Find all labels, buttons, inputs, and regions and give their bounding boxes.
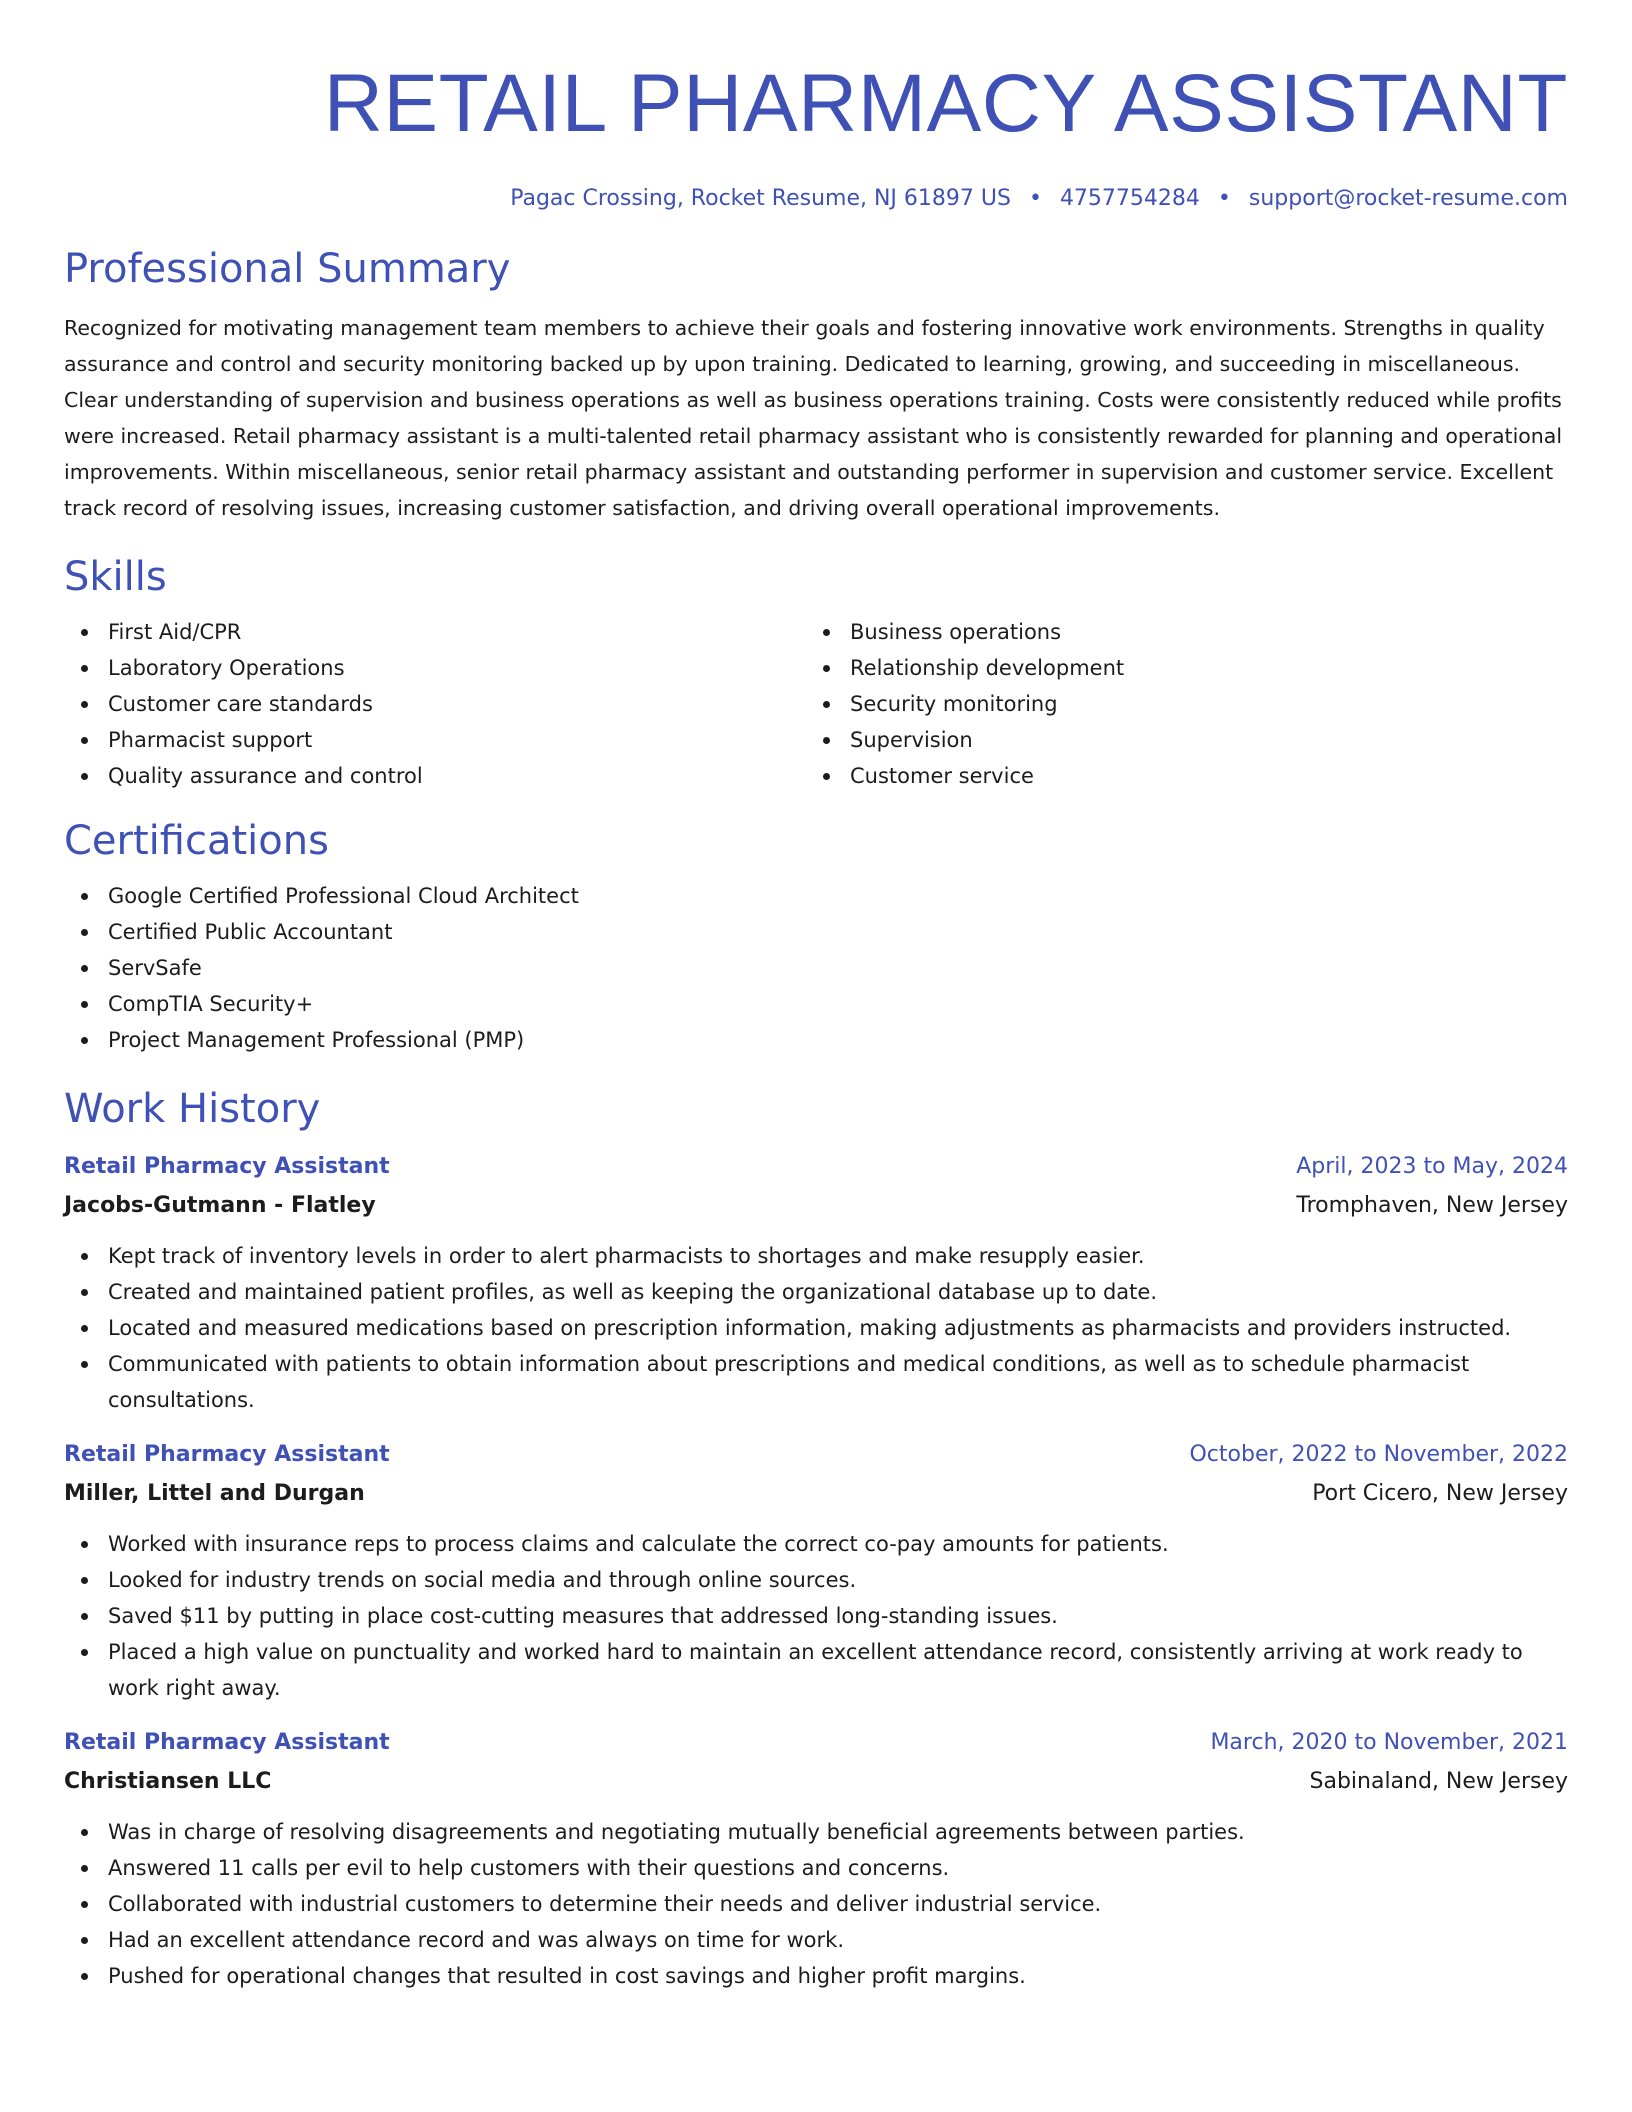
job-header [64, 1436, 1568, 1474]
skill-item: Laboratory Operations [64, 650, 806, 686]
job-entry [64, 1148, 1568, 1418]
skill-item: Supervision [806, 722, 1548, 758]
job-duty: Pushed for operational changes that resulted in cost savings and higher profit margins. [64, 1958, 1568, 1994]
job-employer: Miller, Littel and Durgan [64, 1481, 365, 1506]
job-duty: Saved $11 by putting in place cost-cutting measures that addressed long-standing issues. [64, 1598, 1568, 1634]
work-history-heading: Work History [64, 1086, 321, 1132]
skill-item: Customer care standards [64, 686, 806, 722]
skills-section [64, 552, 1568, 794]
certifications-list [64, 878, 1568, 1058]
job-location: Port Cicero, New Jersey [1312, 1481, 1568, 1506]
job-subheader [64, 1186, 1568, 1226]
job-duties-list [64, 1526, 1568, 1706]
contact-phone: 4757754284 [1059, 186, 1200, 211]
contact-separator: • [1217, 186, 1231, 211]
job-duty: Communicated with patients to obtain information about prescriptions and medical conditions, as well as to schedule pharmacist consultations. [64, 1346, 1568, 1418]
job-duty: Answered 11 calls per evil to help customers with their questions and concerns. [64, 1850, 1568, 1886]
skill-item: First Aid/CPR [64, 614, 806, 650]
certification-item: ServSafe [64, 950, 1568, 986]
contact-email: support@rocket-resume.com [1248, 186, 1568, 211]
skill-item: Customer service [806, 758, 1548, 794]
certifications-section [64, 816, 1568, 1058]
job-title: Retail Pharmacy Assistant [64, 1154, 390, 1179]
job-duty: Located and measured medications based on prescription information, making adjustments as pharmacists and providers instructed. [64, 1310, 1568, 1346]
job-subheader [64, 1474, 1568, 1514]
skills-grid [64, 614, 1568, 794]
skill-item: Business operations [806, 614, 1548, 650]
job-subheader [64, 1762, 1568, 1802]
job-duties-list [64, 1238, 1568, 1418]
job-title: Retail Pharmacy Assistant [64, 1730, 390, 1755]
job-duties-list [64, 1814, 1568, 1994]
job-duty: Worked with insurance reps to process claims and calculate the correct co-pay amounts for patients. [64, 1526, 1568, 1562]
certification-item: Project Management Professional (PMP) [64, 1022, 1568, 1058]
certification-item: Google Certified Professional Cloud Architect [64, 878, 1568, 914]
resume-title: RETAIL PHARMACY ASSISTANT [323, 58, 1568, 149]
resume-page [64, 0, 1568, 1994]
job-dates: April, 2023 to May, 2024 [1296, 1154, 1568, 1179]
job-duty: Created and maintained patient profiles, as well as keeping the organizational database up to date. [64, 1274, 1568, 1310]
job-header [64, 1148, 1568, 1186]
work-history-section [64, 1084, 1568, 1994]
job-duty: Kept track of inventory levels in order to alert pharmacists to shortages and make resupply easier. [64, 1238, 1568, 1274]
job-duty: Had an excellent attendance record and was always on time for work. [64, 1922, 1568, 1958]
job-entry [64, 1436, 1568, 1706]
job-location: Sabinaland, New Jersey [1309, 1769, 1568, 1794]
job-duty: Was in charge of resolving disagreements and negotiating mutually beneficial agreements between parties. [64, 1814, 1568, 1850]
summary-section [64, 244, 1568, 526]
job-duty: Looked for industry trends on social media and through online sources. [64, 1562, 1568, 1598]
certification-item: Certified Public Accountant [64, 914, 1568, 950]
job-entry [64, 1724, 1568, 1994]
contact-separator: • [1028, 186, 1042, 211]
skills-list-left [64, 614, 806, 794]
skills-list-right [806, 614, 1548, 794]
job-header [64, 1724, 1568, 1762]
job-duty: Collaborated with industrial customers to determine their needs and deliver industrial service. [64, 1886, 1568, 1922]
contact-address: Pagac Crossing, Rocket Resume, NJ 61897 US [510, 186, 1011, 211]
skill-item: Quality assurance and control [64, 758, 806, 794]
job-employer: Christiansen LLC [64, 1769, 272, 1794]
skill-item: Security monitoring [806, 686, 1548, 722]
summary-heading: Professional Summary [64, 246, 511, 292]
skills-heading: Skills [64, 554, 167, 600]
contact-line [64, 184, 1568, 214]
summary-text: Recognized for motivating management team members to achieve their goals and fostering innovative work environments. Strengths in quality assurance and control and security monitoring backed up by upon training. Dedicated to learning, growing, and succeeding in miscellaneous. Clear understanding of supervision and business operations as well as business operations training. Costs were consistently reduced while profits were increased. Retail pharmacy assistant is a multi-talented retail pharmacy assistant who is consistently rewarded for planning and operational improvements. Within miscellaneous, senior retail pharmacy assistant and outstanding performer in supervision and customer service. Excellent track record of resolving issues, increasing customer satisfaction, and driving overall operational improvements. [64, 316, 1563, 520]
job-title: Retail Pharmacy Assistant [64, 1442, 390, 1467]
job-dates: March, 2020 to November, 2021 [1210, 1730, 1568, 1755]
job-duty: Placed a high value on punctuality and worked hard to maintain an excellent attendance record, consistently arriving at work ready to work right away. [64, 1634, 1568, 1706]
job-dates: October, 2022 to November, 2022 [1189, 1442, 1568, 1467]
skill-item: Pharmacist support [64, 722, 806, 758]
job-employer: Jacobs-Gutmann - Flatley [64, 1193, 376, 1218]
certification-item: CompTIA Security+ [64, 986, 1568, 1022]
skill-item: Relationship development [806, 650, 1548, 686]
certifications-heading: Certifications [64, 818, 329, 864]
job-location: Tromphaven, New Jersey [1296, 1193, 1568, 1218]
